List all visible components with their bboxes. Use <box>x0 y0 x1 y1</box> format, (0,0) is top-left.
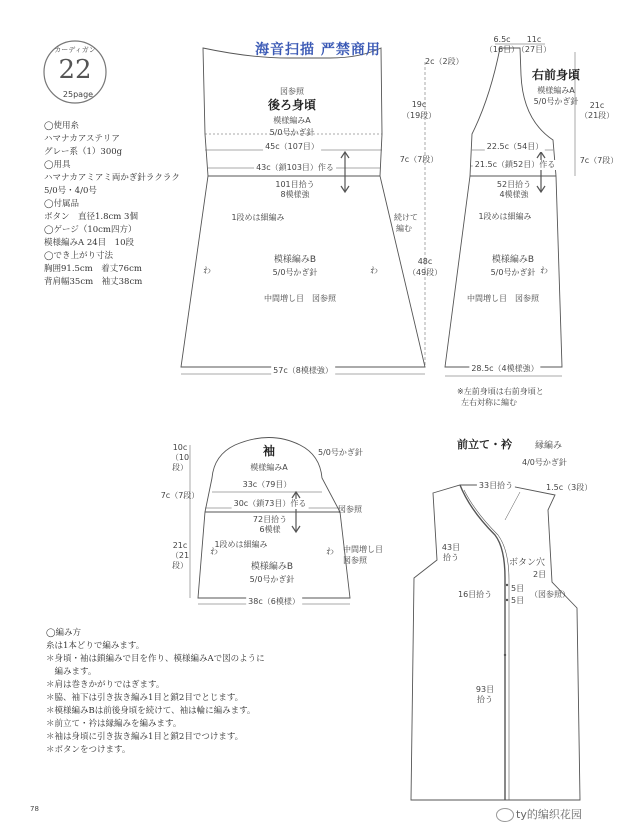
band-pick-33: 33目拾う <box>478 481 514 490</box>
band-pick-93: 93目 <box>475 685 495 694</box>
badge-page: 25page <box>62 90 94 99</box>
band-pick-16: 16目拾う <box>458 590 493 599</box>
band-pattern: 縁編み <box>535 441 563 451</box>
front-pattern-b: 模様編みB <box>491 255 535 265</box>
dim-19c: 19c <box>411 100 427 109</box>
wechat-icon <box>496 808 514 822</box>
instruction-line: ＊身頃・袖は鎖編みで目を作り、模様編みAで図のように <box>46 654 265 664</box>
front-top-11: 11c <box>526 35 542 44</box>
materials-block <box>44 120 180 289</box>
front-top-65: 6.5c <box>493 35 511 44</box>
band-collar <box>460 485 505 578</box>
band-pick-93-label: 拾う <box>477 695 493 704</box>
size-line-1: 胸囲91.5cm 着丈76cm <box>44 264 142 274</box>
front-shortrow: 1段めは細編み <box>478 212 532 221</box>
band-pick-43: 43目 <box>441 543 461 552</box>
back-pick-repeats: 8模様強 <box>280 190 310 199</box>
notions-line-1: ボタン 直径1.8cm 3個 <box>44 212 138 222</box>
back-width-43: 43c（鎖103目）作る <box>256 163 334 172</box>
front-note-1: ※左前身頃は右前身頃と <box>457 387 544 396</box>
instructions-block <box>46 627 265 757</box>
sleeve-pick-repeats: 6模様 <box>259 525 281 534</box>
front-width-225: 22.5c（54目） <box>486 142 544 151</box>
sleeve-pattern-b: 模様編みB <box>250 562 294 572</box>
band-title: 前立て・衿 <box>457 438 512 451</box>
back-continue-2: 編む <box>396 224 412 233</box>
band-ref: （図参照） <box>530 590 570 599</box>
tools-heading: ◯用具 <box>44 160 71 170</box>
tools-line-2: 5/0号・4/0号 <box>44 186 97 196</box>
instruction-line: 糸は1本どりで編みます。 <box>46 641 145 651</box>
band-5-stitches-a: 5目 <box>511 584 525 593</box>
yarn-heading: ◯使用糸 <box>44 121 80 131</box>
front-dim-21-rows: （21段） <box>580 111 615 120</box>
watermark-top: 海音扫描 严禁商用 <box>255 42 381 58</box>
back-hook-a: 5/0号かぎ針 <box>269 128 315 137</box>
instruction-line: 編みます。 <box>46 667 97 677</box>
back-width-45: 45c（107目） <box>265 142 319 151</box>
sleeve-inc-2: 図参照 <box>343 556 367 565</box>
band-5-stitches-b: 5目 <box>511 596 525 605</box>
dim-48-rows: （49段） <box>408 268 443 277</box>
back-pattern-a: 模様編みA <box>273 116 311 125</box>
sleeve-shortrow: 1段めは細編み <box>214 540 268 549</box>
front-dim-7c: 7c（7段） <box>579 156 619 165</box>
back-pick: 101目拾う <box>275 180 315 189</box>
front-title: 右前身頃 <box>531 68 581 82</box>
instruction-line: ＊脇、袖下は引き抜き編み1目と鎖2目でとじます。 <box>46 693 244 703</box>
instruction-line: ＊袖は身頃に引き抜き編み1目と鎖2目でつけます。 <box>46 732 244 742</box>
back-wa-left: わ <box>203 266 211 275</box>
instruction-line: ＊前立て・衿は縁編みを編みます。 <box>46 719 182 729</box>
band-buttonhole-count: 2目 <box>533 570 547 579</box>
sleeve-dim-10-rows: （10段） <box>170 453 190 472</box>
sleeve-title: 袖 <box>262 444 276 458</box>
dim-19-rows: （19段） <box>402 111 437 120</box>
front-hook-b: 5/0号かぎ針 <box>490 268 536 277</box>
gauge-heading: ◯ゲージ（10cm四方） <box>44 225 137 235</box>
notions-heading: ◯付属品 <box>44 199 80 209</box>
badge-label: カーディガン <box>54 46 96 54</box>
dim-48c: 48c <box>417 257 433 266</box>
badge-number: 22 <box>58 55 92 85</box>
front-pattern-a: 模様編みA <box>537 86 575 95</box>
back-ref: 図参照 <box>280 87 304 96</box>
sleeve-dim-21c: 21c <box>172 541 188 550</box>
sleeve-dim-21-rows: （21段） <box>170 551 190 570</box>
instruction-line: ＊肩は巻きかがりではぎます。 <box>46 680 165 690</box>
page-number: 78 <box>30 805 39 813</box>
band-hook: 4/0号かぎ針 <box>522 458 567 467</box>
sleeve-dim-10c: 10c <box>172 443 188 452</box>
sleeve-pattern-a: 模様編みA <box>250 463 288 472</box>
dim-7c: 7c（7段） <box>399 155 439 164</box>
band-width-15: 1.5c（3段） <box>546 483 593 492</box>
front-top-65-rows: （16目） <box>484 45 520 54</box>
back-hook-b: 5/0号かぎ針 <box>272 268 318 277</box>
sleeve-hook-top: 5/0号かぎ針 <box>318 448 363 457</box>
gauge-line-1: 模様編みA 24目 10段 <box>44 238 134 248</box>
size-heading: ◯でき上がり寸法 <box>44 251 114 261</box>
front-pick: 52目拾う <box>496 180 532 189</box>
front-top-11-rows: （27目） <box>516 45 552 54</box>
instructions-title: ◯編み方 <box>46 628 82 638</box>
dim-2c: 2c（2段） <box>425 57 464 66</box>
front-hook-a: 5/0号かぎ針 <box>533 97 579 106</box>
yarn-line-2: グレー系（1）300g <box>44 147 123 157</box>
sleeve-bottom-width: 38c（6模様） <box>248 597 300 606</box>
front-bottom-width: 28.5c（4模様強） <box>471 364 539 373</box>
sleeve-ref: 図参照 <box>338 505 362 514</box>
watermark-bottom: ty的编织花园 <box>516 808 582 821</box>
front-dim-21c: 21c <box>589 101 605 110</box>
front-pick-repeats: 4模様強 <box>499 190 529 199</box>
front-width-215: 21.5c（鎖52目）作る <box>474 160 556 169</box>
sleeve-width-30: 30c（鎖73目）作る <box>233 499 307 508</box>
back-wa-right: わ <box>370 266 378 275</box>
front-increase: 中間増し目 図参照 <box>467 294 539 303</box>
front-wa: わ <box>540 266 548 275</box>
back-continue-1: 続けて <box>394 213 418 222</box>
yarn-line-1: ハマナカアステリア <box>44 134 120 144</box>
band-buttonhole: ボタン穴 <box>509 558 546 568</box>
front-note-2: 左右対称に編む <box>461 398 517 407</box>
sleeve-pick: 72目拾う <box>252 515 288 524</box>
back-pattern-b: 模様編みB <box>273 255 317 265</box>
sleeve-dim-7c: 7c（7段） <box>160 491 200 500</box>
sleeve-wa-right: わ <box>326 547 334 556</box>
back-shortrow: 1段めは細編み <box>231 213 285 222</box>
instruction-line: ＊模様編みBは前後身頃を続けて、袖は輪に編みます。 <box>46 706 256 716</box>
band-pick-43-label: 拾う <box>443 553 459 562</box>
instruction-line: ＊ボタンをつけます。 <box>46 745 131 755</box>
back-title: 後ろ身頃 <box>267 98 317 112</box>
tools-line-1: ハマナカアミアミ両かぎ針ラクラク <box>44 173 180 183</box>
sleeve-wa-left: わ <box>210 547 218 556</box>
sleeve-width-33: 33c（79目） <box>242 480 292 489</box>
sleeve-inc-1: 中間増し目 <box>343 545 383 554</box>
back-bottom-width: 57c（8模様強） <box>273 366 333 375</box>
size-line-2: 背肩幅35cm 袖丈38cm <box>44 277 143 287</box>
back-increase: 中間増し目 図参照 <box>264 294 336 303</box>
sleeve-hook-b: 5/0号かぎ針 <box>249 575 295 584</box>
